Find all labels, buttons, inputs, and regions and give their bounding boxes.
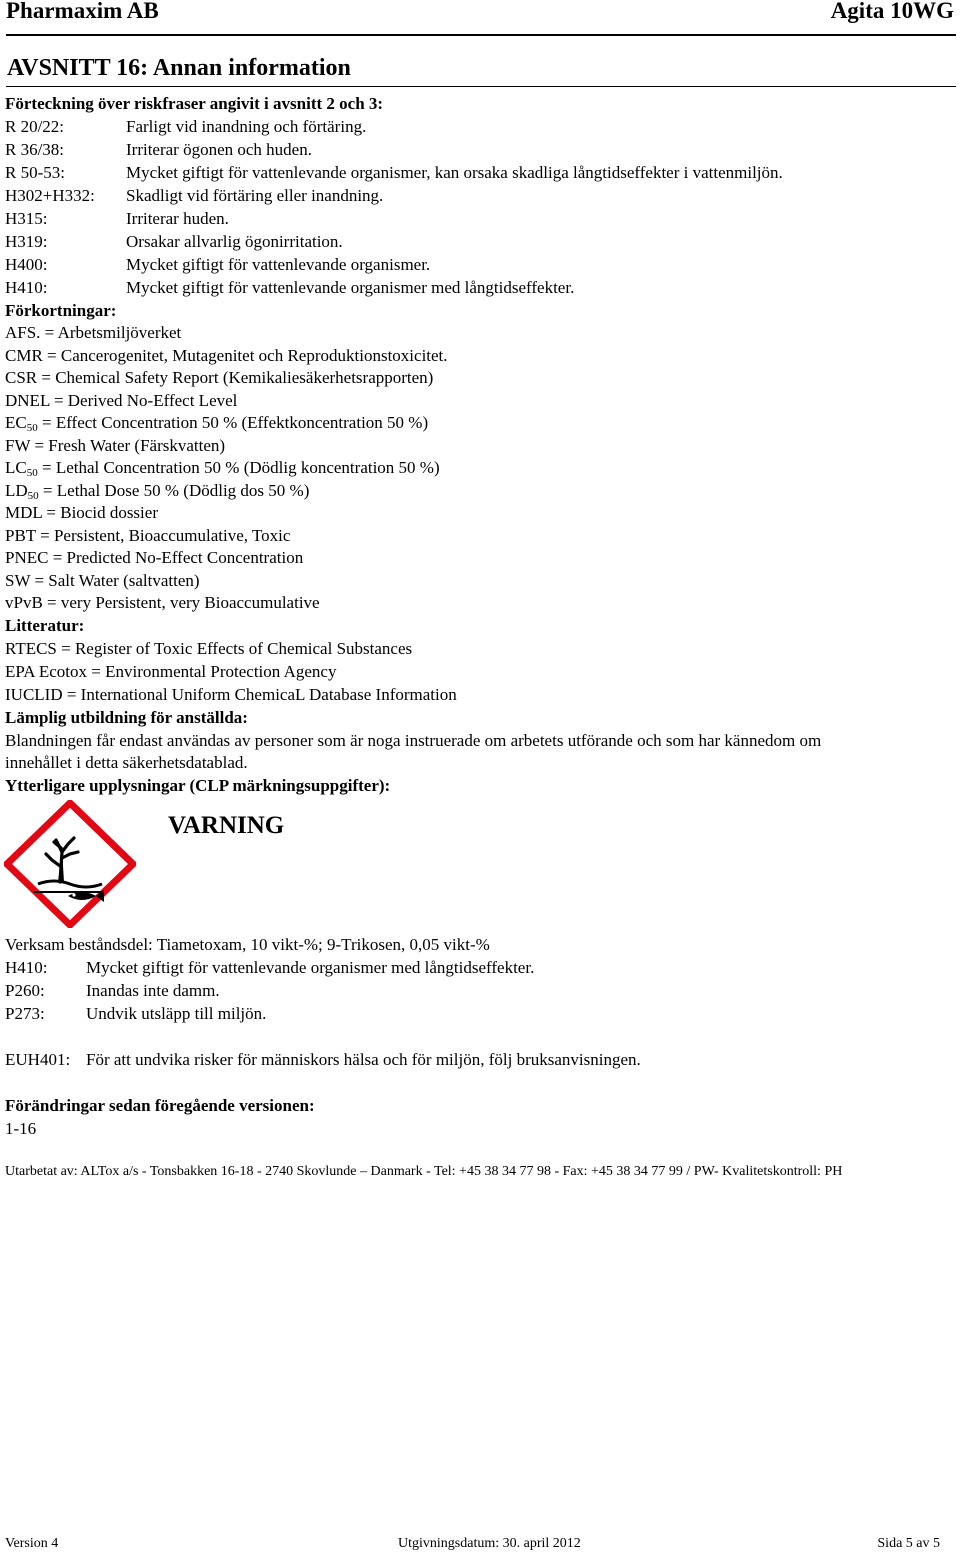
signal-word: VARNING [168, 812, 285, 839]
abbreviation-item [5, 502, 158, 524]
header-divider [6, 34, 956, 36]
risk-text: Irriterar ögonen och huden. [126, 140, 312, 159]
clp-heading: Ytterligare upplysningar (CLP märkningsuppgifter): [5, 776, 391, 795]
footer-version: Version 4 [5, 1536, 59, 1551]
risk-code: H319: [5, 232, 48, 251]
risk-phrase-row [5, 162, 783, 184]
euh-row [5, 1049, 641, 1071]
section-divider [6, 86, 956, 87]
section-title: AVSNITT 16: Annan information [7, 55, 351, 81]
abbreviation-item [5, 547, 303, 569]
clp-code: P273: [5, 1004, 45, 1023]
risk-phrase-row [5, 116, 367, 138]
literature-item: RTECS = Register of Toxic Effects of Chemical Substances [5, 639, 413, 658]
abbreviation-item [5, 525, 290, 547]
prepared-by: Utarbetat av: ALTox a/s - Tonsbakken 16-18 - 2740 Skovlunde – Danmark - Tel: +45 38 34 77 98 - Fax: +45 38 34 77 99 / PW- Kvalitetskontroll: PH [5, 1164, 843, 1179]
page-header [6, 0, 954, 30]
abbreviation-subscript: 50 [27, 490, 39, 502]
abbreviation-text: FW = Fresh Water (Färskvatten) [5, 436, 226, 455]
abbreviation-text: PBT = Persistent, Bioaccumulative, Toxic [5, 526, 291, 545]
abbreviation-text: vPvB = very Persistent, very Bioaccumulative [5, 593, 320, 612]
euh-text: För att undvika risker för människors hälsa och för miljön, följ bruksanvisningen. [86, 1050, 641, 1069]
risk-text: Farligt vid inandning och förtäring. [126, 117, 367, 136]
risk-text: Orsakar allvarlig ögonirritation. [126, 232, 343, 251]
product-name: Agita 10WG [830, 0, 954, 23]
clp-phrase-row [5, 980, 220, 1002]
training-text: innehållet i detta säkerhetsdatablad. [5, 753, 248, 772]
risk-code: H302+H332: [5, 186, 95, 205]
risk-heading: Förteckning över riskfraser angivit i avsnitt 2 och 3: [5, 94, 384, 113]
abbreviation-item [5, 570, 200, 592]
clp-text: Mycket giftigt för vattenlevande organismer med långtidseffekter. [86, 958, 535, 977]
clp-text: Inandas inte damm. [86, 981, 220, 1000]
active-substance: Verksam beståndsdel: Tiametoxam, 10 vikt-%; 9-Trikosen, 0,05 vikt-% [5, 935, 490, 954]
changes-value: 1-16 [5, 1119, 37, 1138]
risk-phrase-row [5, 185, 384, 207]
abbreviation-subscript: 50 [26, 467, 38, 479]
abbreviation-item [5, 367, 433, 389]
footer-date: Utgivningsdatum: 30. april 2012 [398, 1536, 581, 1551]
abbreviation-item [5, 592, 320, 614]
clp-phrase-row [5, 1003, 267, 1025]
abbreviation-text: = Lethal Dose 50 % (Dödlig dos 50 %) [38, 481, 310, 500]
training-text: Blandningen får endast användas av personer som är noga instruerade om arbetets utförande och som har kännedom om [5, 731, 822, 750]
euh-code: EUH401: [5, 1050, 71, 1069]
abbreviation-item [5, 322, 181, 344]
training-heading: Lämplig utbildning för anställda: [5, 708, 248, 727]
abbreviation-text: DNEL = Derived No-Effect Level [5, 391, 238, 410]
risk-code: R 50-53: [5, 163, 65, 182]
changes-heading: Förändringar sedan föregående versionen: [5, 1096, 315, 1115]
abbreviation-item [5, 412, 428, 434]
risk-text: Mycket giftigt för vattenlevande organismer med långtidseffekter. [126, 278, 575, 297]
abbreviation-text: MDL = Biocid dossier [5, 503, 158, 522]
abbreviation-text: LC [5, 458, 27, 477]
abbreviation-text: EC [5, 413, 27, 432]
abbreviation-item [5, 390, 237, 412]
abbreviation-text: AFS. = Arbetsmiljöverket [5, 323, 182, 342]
abbreviation-text: PNEC = Predicted No-Effect Concentration [5, 548, 304, 567]
abbreviation-item [5, 345, 448, 367]
risk-code: H315: [5, 209, 48, 228]
abbreviation-text: CSR = Chemical Safety Report (Kemikaliesäkerhetsrapporten) [5, 368, 434, 387]
risk-phrase-row [5, 208, 229, 230]
literature-item: EPA Ecotox = Environmental Protection Agency [5, 662, 337, 681]
abbreviations-heading: Förkortningar: [5, 301, 117, 320]
clp-code: P260: [5, 981, 45, 1000]
abbreviation-subscript: 50 [26, 422, 38, 434]
abbreviation-item [5, 480, 309, 502]
company-name: Pharmaxim AB [6, 0, 159, 23]
risk-phrase-row [5, 277, 575, 299]
risk-text: Skadligt vid förtäring eller inandning. [126, 186, 384, 205]
abbreviation-text: CMR = Cancerogenitet, Mutagenitet och Reproduktionstoxicitet. [5, 346, 448, 365]
risk-text: Irriterar huden. [126, 209, 229, 228]
abbreviation-text: LD [5, 481, 28, 500]
literature-item: IUCLID = International Uniform ChemicaL Database Information [5, 685, 457, 704]
environment-hazard-icon [4, 800, 136, 928]
abbreviation-text: = Lethal Concentration 50 % (Dödlig koncentration 50 %) [37, 458, 440, 477]
footer-page: Sida 5 av 5 [877, 1536, 940, 1551]
risk-phrase-row [5, 231, 343, 253]
clp-code: H410: [5, 958, 48, 977]
risk-code: R 20/22: [5, 117, 65, 136]
clp-text: Undvik utsläpp till miljön. [86, 1004, 267, 1023]
literature-heading: Litteratur: [5, 616, 85, 635]
abbreviation-item [5, 457, 440, 479]
abbreviation-item [5, 435, 225, 457]
risk-text: Mycket giftigt för vattenlevande organismer. [126, 255, 431, 274]
risk-text: Mycket giftigt för vattenlevande organismer, kan orsaka skadliga långtidseffekter i vattenmiljön. [126, 163, 783, 182]
risk-code: H400: [5, 255, 48, 274]
abbreviation-text: = Effect Concentration 50 % (Effektkoncentration 50 %) [37, 413, 429, 432]
risk-phrase-row [5, 254, 431, 276]
abbreviation-text: SW = Salt Water (saltvatten) [5, 571, 200, 590]
risk-code: H410: [5, 278, 48, 297]
risk-phrase-row [5, 139, 312, 161]
risk-code: R 36/38: [5, 140, 65, 159]
clp-phrase-row [5, 957, 535, 979]
